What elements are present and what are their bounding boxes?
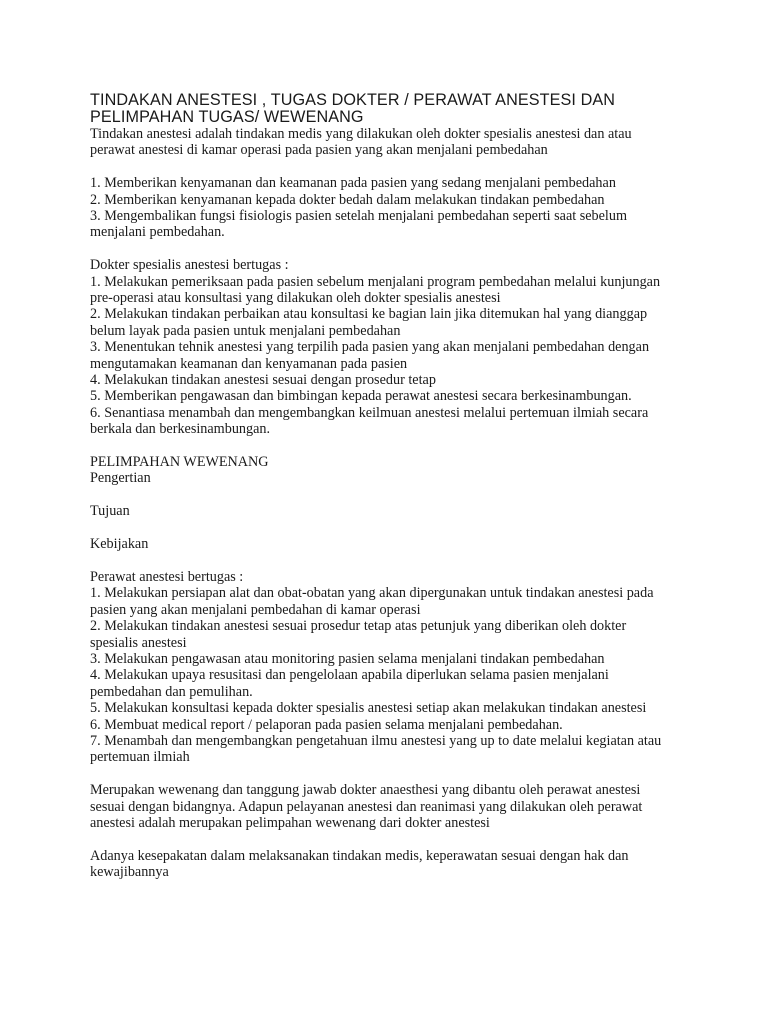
list-item: 6. Senantiasa menambah dan mengembangkan keilmuan anestesi melalui pertemuan ilmiah secara xyxy=(90,404,649,421)
text-line: perawat anestesi di kamar operasi pada pasien yang akan menjalani pembedahan xyxy=(90,142,548,159)
list-item: 3. Melakukan pengawasan atau monitoring pasien selama menjalani tindakan pembedahan xyxy=(90,650,605,667)
list-item: 5. Memberikan pengawasan dan bimbingan kepada perawat anestesi secara berkesinambungan. xyxy=(90,388,632,405)
document-body xyxy=(90,126,690,881)
list-item-continuation: pertemuan ilmiah xyxy=(90,749,190,766)
document-page xyxy=(90,92,690,881)
paragraph-gap xyxy=(90,831,690,847)
paragraph-gap xyxy=(90,766,690,782)
paragraph-gap xyxy=(90,520,690,536)
list-item: 3. Mengembalikan fungsi fisiologis pasien setelah menjalani pembedahan seperti saat sebelum xyxy=(90,208,628,225)
paragraph-gap xyxy=(90,552,690,568)
delegation-heading xyxy=(90,454,690,487)
list-item: 3. Menentukan tehnik anestesi yang terpilih pada pasien yang akan menjalani pembedahan dengan xyxy=(90,339,650,356)
text-line: Adanya kesepakatan dalam melaksanakan tindakan medis, keperawatan sesuai dengan hak dan xyxy=(90,847,629,864)
list-item: 5. Melakukan konsultasi kepada dokter spesialis anestesi setiap akan melakukan tindakan anestesi xyxy=(90,700,647,717)
text-line: anestesi adalah merupakan pelimpahan wewenang dari dokter anestesi xyxy=(90,814,490,831)
list-item: 1. Melakukan pemeriksaan pada pasien sebelum menjalani program pembedahan melalui kunjungan xyxy=(90,273,661,290)
paragraph-gap xyxy=(90,241,690,257)
list-item-continuation: pembedahan dan pemulihan. xyxy=(90,683,253,700)
title-line: TINDAKAN ANESTESI , TUGAS DOKTER / PERAWAT ANESTESI DAN xyxy=(90,91,616,109)
title-line: PELIMPAHAN TUGAS/ WEWENANG xyxy=(90,108,364,126)
list-item: 4. Melakukan tindakan anestesi sesuai dengan prosedur tetap xyxy=(90,372,436,389)
text-line: Tindakan anestesi adalah tindakan medis yang dilakukan oleh dokter spesialis anestesi dan atau xyxy=(90,126,632,142)
goals-list xyxy=(90,175,690,241)
text-line: kewajibannya xyxy=(90,864,169,881)
subheading-tujuan xyxy=(90,503,690,519)
list-item: 6. Membuat medical report / pelaporan pada pasien selama menjalani pembedahan. xyxy=(90,716,563,733)
text-line: Merupakan wewenang dan tanggung jawab dokter anaesthesi yang dibantu oleh perawat anestesi xyxy=(90,782,641,799)
list-item: 2. Memberikan kenyamanan kepada dokter bedah dalam melakukan tindakan pembedahan xyxy=(90,191,605,208)
paragraph-gap xyxy=(90,487,690,503)
section-heading: Dokter spesialis anestesi bertugas : xyxy=(90,257,289,274)
list-item-continuation: mengutamakan keamanan dan kenyamanan pada pasien xyxy=(90,355,408,372)
list-item-continuation: menjalani pembedahan. xyxy=(90,224,225,241)
document-title xyxy=(90,92,690,126)
subheading-pengertian: Pengertian xyxy=(90,470,151,487)
list-item: 4. Melakukan upaya resusitasi dan pengelolaan apabila diperlukan selama pasien menjalani xyxy=(90,667,609,684)
nurse-duties-section xyxy=(90,569,690,766)
list-item: 2. Melakukan tindakan anestesi sesuai prosedur tetap atas petunjuk yang diberikan oleh dokter xyxy=(90,618,627,635)
text-line: Kebijakan xyxy=(90,536,149,553)
list-item: 2. Melakukan tindakan perbaikan atau konsultasi ke bagian lain jika ditemukan hal yang dianggap xyxy=(90,306,648,323)
section-heading: Perawat anestesi bertugas : xyxy=(90,568,244,585)
doctor-duties-section xyxy=(90,257,690,437)
list-item-continuation: belum layak pada pasien untuk menjalani pembedahan xyxy=(90,322,401,339)
list-item: 1. Melakukan persiapan alat dan obat-obatan yang akan dipergunakan untuk tindakan anestesi pada xyxy=(90,585,654,602)
list-item-continuation: pasien yang akan menjalani pembedahan di kamar operasi xyxy=(90,601,421,618)
list-item-continuation: pre-operasi atau konsultasi yang dilakukan oleh dokter spesialis anestesi xyxy=(90,290,501,307)
intro-paragraph xyxy=(90,126,690,159)
subheading-kebijakan xyxy=(90,536,690,552)
section-heading: PELIMPAHAN WEWENANG xyxy=(90,454,269,471)
text-line: Tujuan xyxy=(90,503,130,520)
list-item-continuation: spesialis anestesi xyxy=(90,634,187,651)
agreement-paragraph xyxy=(90,848,690,881)
list-item: 1. Memberikan kenyamanan dan keamanan pada pasien yang sedang menjalani pembedahan xyxy=(90,175,616,192)
text-line: sesuai dengan bidangnya. Adapun pelayanan anestesi dan reanimasi yang dilakukan oleh perawat xyxy=(90,798,643,815)
authority-paragraph xyxy=(90,782,690,831)
list-item: 7. Menambah dan mengembangkan pengetahuan ilmu anestesi yang up to date melalui kegiatan atau xyxy=(90,732,662,749)
list-item-continuation: berkala dan berkesinambungan. xyxy=(90,421,271,438)
paragraph-gap xyxy=(90,438,690,454)
paragraph-gap xyxy=(90,159,690,175)
